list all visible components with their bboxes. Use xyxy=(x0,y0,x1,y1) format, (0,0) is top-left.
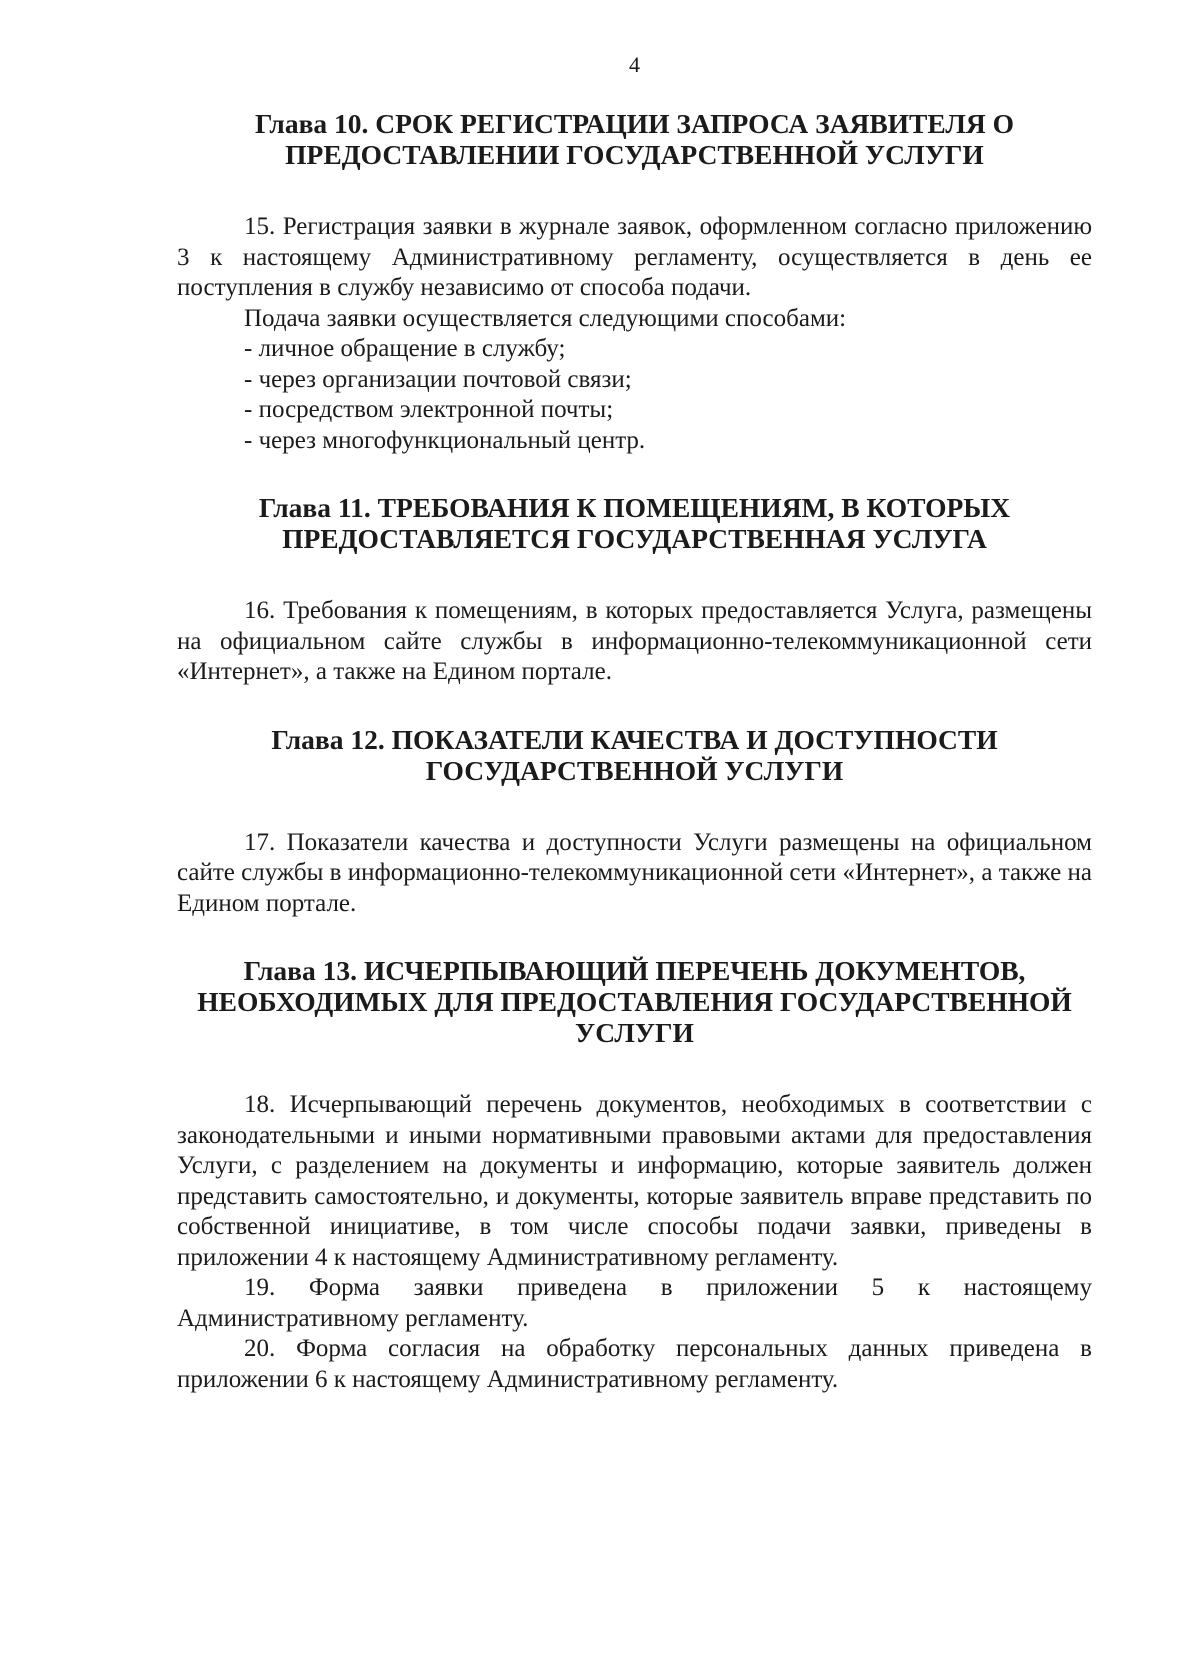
paragraph-16: 16. Требования к помещениям, в которых предоставляется Услуга, размещены на официальном сайте службы в информационно-телекоммуникационной сети «Интернет», а также на Едином портале. xyxy=(177,597,1092,685)
chapter-title-line: Глава 12. ПОКАЗАТЕЛИ КАЧЕСТВА И ДОСТУПНОСТИ xyxy=(271,723,998,755)
paragraph-20: 20. Форма согласия на обработку персональных данных приведена в приложении 6 к настоящему Административному регламенту. xyxy=(177,1335,1092,1393)
paragraph-submission-methods: Подача заявки осуществляется следующими способами: xyxy=(244,304,847,332)
list-item: - личное обращение в службу; xyxy=(244,335,566,362)
chapter-title-line: ПРЕДОСТАВЛЕНИИ ГОСУДАРСТВЕННОЙ УСЛУГИ xyxy=(285,139,984,170)
chapter-10-title xyxy=(177,108,1092,170)
chapter-13-section xyxy=(177,955,1092,1395)
list-item: - через организации почтовой связи; xyxy=(244,365,632,393)
page-number: 4 xyxy=(629,52,640,77)
chapter-10-section xyxy=(177,108,1092,456)
list-item: - посредством электронной почты; xyxy=(244,396,614,423)
chapter-13-title xyxy=(177,955,1092,1048)
chapter-title-line: ГОСУДАРСТВЕННОЙ УСЛУГИ xyxy=(425,754,844,786)
chapter-11-section xyxy=(177,492,1092,688)
chapter-title-line: Глава 13. ИСЧЕРПЫВАЮЩИЙ ПЕРЕЧЕНЬ ДОКУМЕНТОВ, xyxy=(243,955,1026,986)
chapter-title-line: Глава 10. СРОК РЕГИСТРАЦИИ ЗАПРОСА ЗАЯВИТЕЛЯ О xyxy=(255,108,1014,139)
paragraph-15: 15. Регистрация заявки в журнале заявок, оформленном согласно приложению 3 к настоящему Административному регламенту, осуществляется в день ее поступления в службу независимо от способа подачи. xyxy=(177,213,1092,301)
paragraph-17: 17. Показатели качества и доступности Услуги размещены на официальном сайте службы в информационно-телекоммуникационной сети «Интернет», а также на Едином портале. xyxy=(177,828,1092,917)
chapter-12-section xyxy=(177,724,1092,920)
chapter-11-title xyxy=(177,492,1092,554)
chapter-title-line: УСЛУГИ xyxy=(575,1017,694,1048)
chapter-title-line: ПРЕДОСТАВЛЯЕТСЯ ГОСУДАРСТВЕННАЯ УСЛУГА xyxy=(282,523,987,554)
paragraph-18: 18. Исчерпывающий перечень документов, необходимых в соответствии с законодательными и иными нормативными правовыми актами для предоставления Услуги, с разделением на документы и информацию, которые заявитель должен представить самостоятельно, и документы, которые заявитель вправе представить по собственной инициативе, в том числе способы подачи заявки, приведены в приложении 4 к настоящему Административному регламенту. xyxy=(177,1091,1092,1271)
list-item: - через многофункциональный центр. xyxy=(244,426,646,454)
chapter-title-line: НЕОБХОДИМЫХ ДЛЯ ПРЕДОСТАВЛЕНИЯ ГОСУДАРСТВЕННОЙ xyxy=(197,986,1072,1017)
chapter-title-line: Глава 11. ТРЕБОВАНИЯ К ПОМЕЩЕНИЯМ, В КОТОРЫХ xyxy=(258,492,1011,523)
paragraph-19: 19. Форма заявки приведена в приложении 5 к настоящему Административному регламенту. xyxy=(177,1274,1092,1332)
chapter-12-title xyxy=(177,724,1092,786)
